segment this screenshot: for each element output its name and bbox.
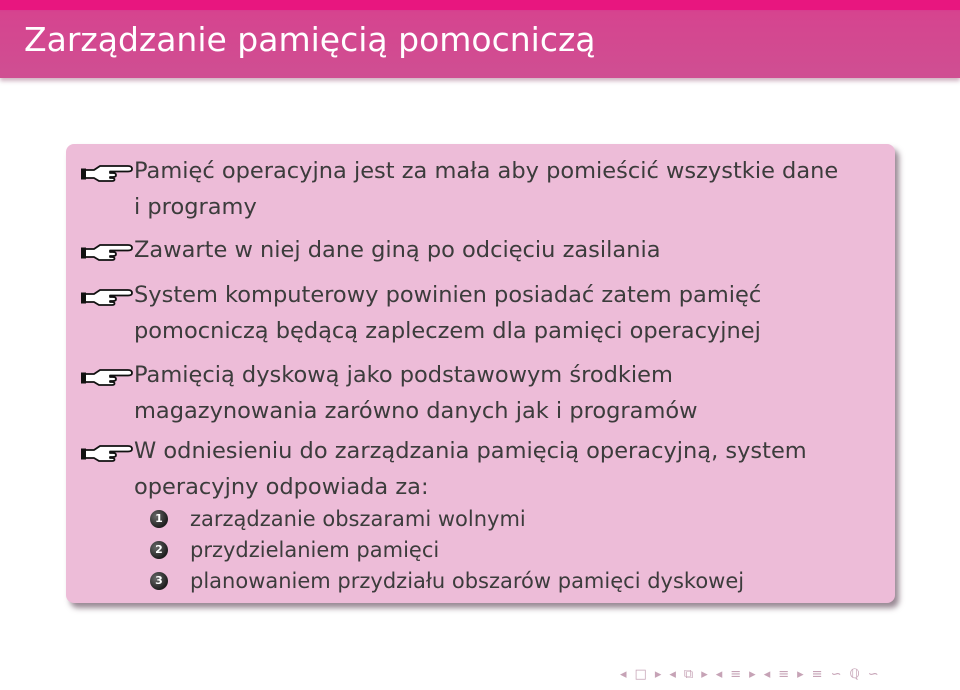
nav-document-icon[interactable]: ≡ — [811, 667, 823, 682]
nav-subsection-icon[interactable]: ≡ — [730, 667, 742, 682]
slide-title: Zarządzanie pamięcią pomocniczą — [24, 20, 596, 59]
bullet-text: Pamięć operacyjna jest za mała aby pomieścić wszystkie dane i programy — [134, 158, 839, 220]
bullet-text: System komputerowy powinien posiadać zatem pamięć pomocniczą będącą zapleczem dla pamięci operacyjnej — [134, 282, 762, 344]
numbered-item-text: zarządzanie obszarami wolnymi — [190, 507, 526, 531]
nav-next-section-icon[interactable]: ▸ — [797, 667, 804, 682]
nav-prev-subsection-icon[interactable]: ◂ — [715, 667, 723, 682]
pointing-hand-icon — [80, 283, 134, 307]
item-number-badge: 1 — [150, 510, 168, 528]
nav-prev-frame-icon[interactable]: ◂ — [669, 667, 676, 682]
title-bar — [0, 0, 960, 78]
nav-slide-icon[interactable]: □ — [634, 667, 647, 682]
nav-section-icon[interactable]: ≡ — [778, 667, 790, 682]
numbered-item-text: przydzielaniem pamięci — [190, 538, 440, 562]
numbered-item — [150, 566, 850, 596]
beamer-navigation-bar — [620, 665, 950, 685]
item-number-badge: 3 — [150, 572, 168, 590]
pointing-hand-icon — [80, 363, 134, 387]
numbered-item-text: planowaniem przydziału obszarów pamięci dyskowej — [190, 569, 745, 593]
title-top-strip — [0, 0, 960, 10]
nav-next-frame-icon[interactable]: ▸ — [701, 667, 708, 682]
bullet-text: Zawarte w niej dane giną po odcięciu zasilania — [134, 237, 661, 263]
bullet-text: Pamięcią dyskową jako podstawowym środkiem magazynowania zarówno danych jak i programów — [134, 362, 698, 424]
pointing-hand-icon — [80, 439, 134, 463]
pointing-hand-icon — [80, 238, 134, 262]
bullet-text: W odniesieniu do zarządzania pamięcią operacyjną, system operacyjny odpowiada za: — [134, 438, 807, 500]
nav-next-slide-icon[interactable]: ▸ — [654, 667, 662, 682]
content-block — [66, 144, 895, 603]
nav-back-icon[interactable]: ∽ — [830, 667, 842, 682]
nav-next-subsection-icon[interactable]: ▸ — [749, 667, 756, 682]
numbered-item — [150, 504, 850, 534]
nav-prev-section-icon[interactable]: ◂ — [763, 667, 771, 682]
pointing-hand-icon — [80, 159, 134, 183]
nav-frame-icon[interactable]: ⧉ — [683, 667, 694, 682]
nav-prev-slide-icon[interactable]: ◂ — [620, 667, 627, 682]
numbered-item — [150, 535, 850, 565]
item-number-badge: 2 — [150, 541, 168, 559]
nav-forward-icon[interactable]: ∽ — [867, 667, 879, 682]
nav-search-icon[interactable]: ℚ — [849, 667, 860, 682]
